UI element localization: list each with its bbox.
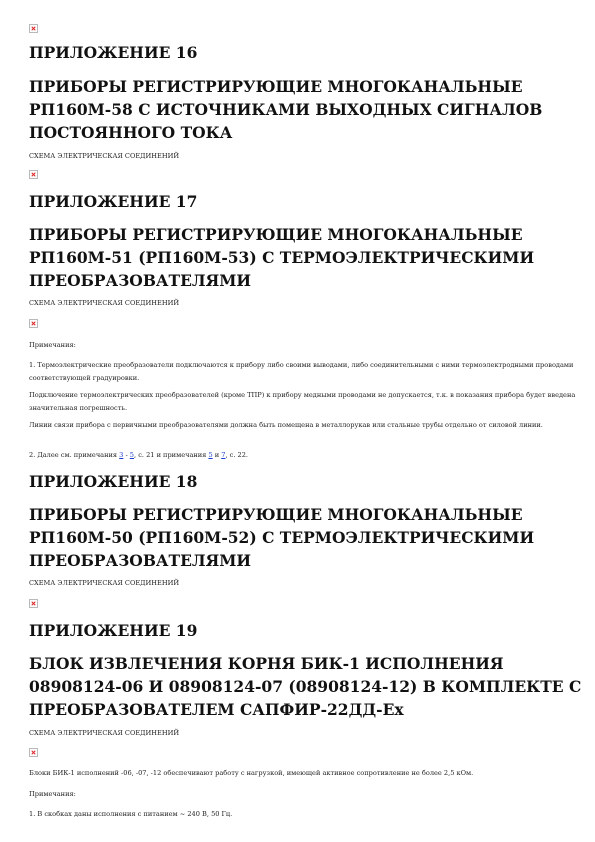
appendix-title-18 bbox=[29, 503, 534, 572]
notes-heading: Примечания: bbox=[29, 341, 76, 349]
title-line: ПОСТОЯННОГО ТОКА bbox=[29, 123, 233, 142]
appendix-title-17 bbox=[29, 223, 534, 292]
appendix-heading-16: ПРИЛОЖЕНИЕ 16 bbox=[29, 43, 198, 62]
note-text: , с. 22. bbox=[225, 451, 249, 459]
appendix-heading-17: ПРИЛОЖЕНИЕ 17 bbox=[29, 192, 198, 211]
broken-image-icon bbox=[29, 748, 38, 757]
appendix-title-19 bbox=[29, 652, 581, 721]
appendix-heading-18: ПРИЛОЖЕНИЕ 18 bbox=[29, 472, 198, 491]
title-line: РП160М-50 (РП160М-52) С ТЕРМОЭЛЕКТРИЧЕСКИМИ bbox=[29, 528, 535, 547]
note-paragraph: Линии связи прибора с первичными преобразователями должна быть помещена в металлорукав или стальные трубы отдельно от силовой линии. bbox=[29, 421, 543, 429]
appendix-heading-19: ПРИЛОЖЕНИЕ 19 bbox=[29, 621, 198, 640]
body-text: Блоки БИК-1 исполнений -06, -07, -12 обеспечивают работу с нагрузкой, имеющей активное сопротивление не более 2,5 кОм. bbox=[29, 769, 474, 777]
note-paragraph bbox=[29, 449, 248, 461]
schema-caption: СХЕМА ЭЛЕКТРИЧЕСКАЯ СОЕДИНЕНИЙ bbox=[29, 299, 180, 307]
broken-image-icon bbox=[29, 599, 38, 608]
note-paragraph: Подключение термоэлектрических преобразователей (кроме ТПР) к прибору медными проводами не допускается, т.к. в показания прибора будет введена значительная погрешность. bbox=[29, 391, 576, 412]
title-line: РП160М-58 С ИСТОЧНИКАМИ ВЫХОДНЫХ СИГНАЛОВ bbox=[29, 100, 543, 119]
note-link[interactable]: 5 bbox=[208, 451, 213, 459]
title-line: ПРЕОБРАЗОВАТЕЛЯМИ bbox=[29, 271, 252, 290]
title-line: ПРИБОРЫ РЕГИСТРИРУЮЩИЕ МНОГОКАНАЛЬНЫЕ bbox=[29, 505, 523, 524]
title-line: ПРИБОРЫ РЕГИСТРИРУЮЩИЕ МНОГОКАНАЛЬНЫЕ bbox=[29, 77, 523, 96]
title-line: ПРИБОРЫ РЕГИСТРИРУЮЩИЕ МНОГОКАНАЛЬНЫЕ bbox=[29, 225, 523, 244]
notes-heading: Примечания: bbox=[29, 790, 76, 798]
broken-image-icon bbox=[29, 170, 38, 179]
title-line: ПРЕОБРАЗОВАТЕЛЕМ САПФИР-22ДД-Ех bbox=[29, 700, 404, 719]
title-line: 08908124-06 И 08908124-07 (08908124-12) В КОМПЛЕКТЕ С bbox=[29, 677, 582, 696]
schema-caption: СХЕМА ЭЛЕКТРИЧЕСКАЯ СОЕДИНЕНИЙ bbox=[29, 152, 180, 160]
note-text: 2. Далее см. примечания bbox=[29, 451, 120, 459]
note-text: и bbox=[212, 451, 222, 459]
broken-image-icon bbox=[29, 24, 38, 33]
schema-caption: СХЕМА ЭЛЕКТРИЧЕСКАЯ СОЕДИНЕНИЙ bbox=[29, 729, 180, 737]
schema-caption: СХЕМА ЭЛЕКТРИЧЕСКАЯ СОЕДИНЕНИЙ bbox=[29, 579, 180, 587]
title-line: ПРЕОБРАЗОВАТЕЛЯМИ bbox=[29, 551, 252, 570]
title-line: БЛОК ИЗВЛЕЧЕНИЯ КОРНЯ БИК-1 ИСПОЛНЕНИЯ bbox=[29, 654, 504, 673]
title-line: РП160М-51 (РП160М-53) С ТЕРМОЭЛЕКТРИЧЕСКИМИ bbox=[29, 248, 535, 267]
broken-image-icon bbox=[29, 319, 38, 328]
note-text: - bbox=[123, 451, 130, 459]
note-link[interactable]: 5 bbox=[129, 451, 134, 459]
note-link[interactable]: 3 bbox=[119, 451, 124, 459]
note-link[interactable]: 7 bbox=[221, 451, 226, 459]
note-paragraph: 1. Термоэлектрические преобразователи подключаются к прибору либо своими выводами, либо соединительными с ними термоэлектродными проводами соответствующей градуировки. bbox=[29, 361, 574, 382]
note-text: , с. 21 и примечания bbox=[134, 451, 209, 459]
note-paragraph: 1. В скобках даны исполнения с питанием ~ 240 В, 50 Гц. bbox=[29, 810, 233, 818]
appendix-title-16 bbox=[29, 75, 542, 144]
